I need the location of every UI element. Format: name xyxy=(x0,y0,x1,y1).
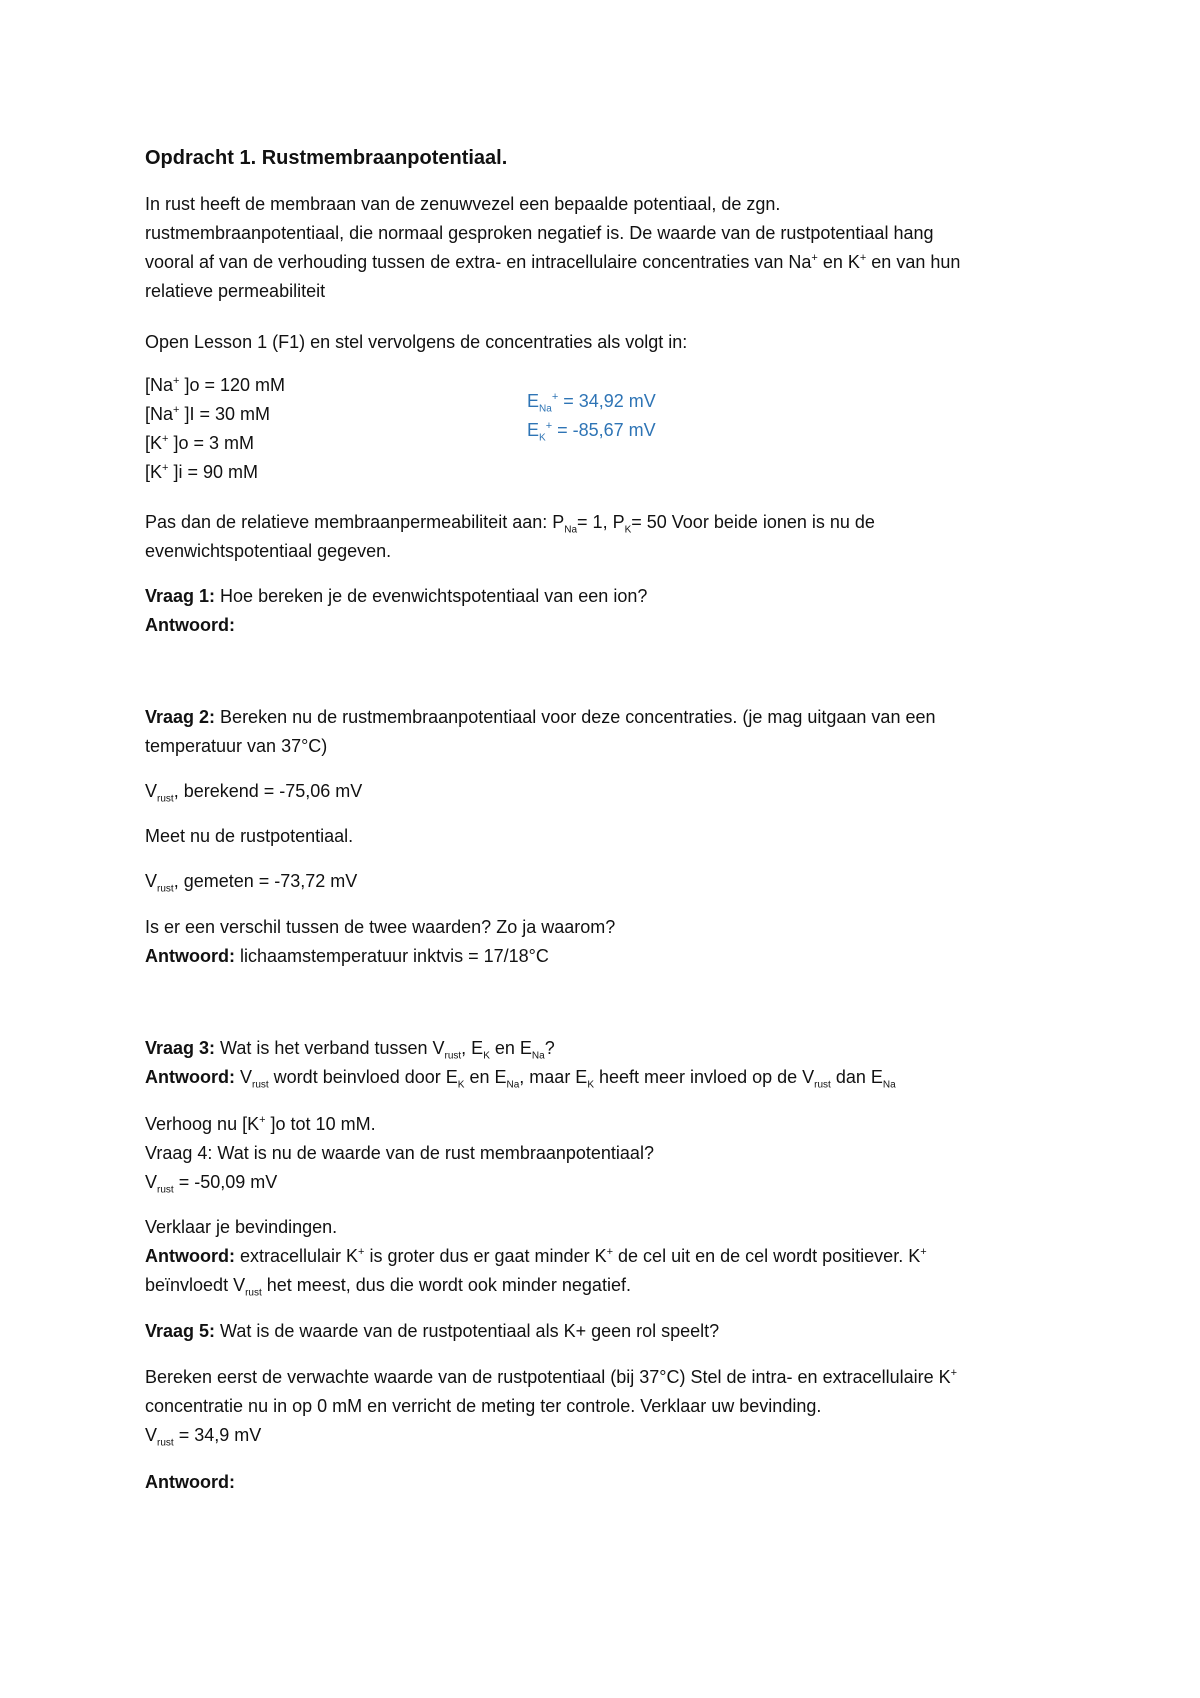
answer-2: Antwoord: lichaamstemperatuur inktvis = 17/18°C xyxy=(145,946,549,966)
open-lesson-text: Open Lesson 1 (F1) en stel vervolgens de concentraties als volgt in: xyxy=(145,332,688,352)
answer-4-line-1: Antwoord: extracellulair K+ is groter dus er gaat minder K+ de cel uit en de cel wordt positiever. K+ xyxy=(145,1246,927,1266)
question-1: Vraag 1: Hoe bereken je de evenwichtspotentiaal van een ion? xyxy=(145,586,648,606)
conc-k-inside: [K+ ]i = 90 mM xyxy=(145,462,258,482)
answer-3: Antwoord: $V_{rust}$ wordt beinvloed door $E_K$ en $E_{Na}$, maar $E_K$ heeft meer invloed op de $V_{rust}$ dan $E_{Na}$ xyxy=(145,1067,896,1091)
measure-instruction: Meet nu de rustpotentiaal. xyxy=(145,826,354,846)
conc-na-outside: [Na+ ]o = 120 mM xyxy=(145,375,286,395)
v-rust-calculated: $V_{rust}$, berekend = -75,06 mV xyxy=(145,781,363,805)
v-rust-q4: $V_{rust} = -50,09$ mV xyxy=(145,1172,278,1196)
v-rust-q5: $V_{rust} = 34,9$ mV xyxy=(145,1425,262,1449)
intro-line-3: vooral af van de verhouding tussen de extra- en intracellulaire concentraties van Na+ en K+ en van hun xyxy=(145,252,961,272)
question-2-line-2: temperatuur van 37°C) xyxy=(145,736,328,756)
question-5-line-1: Bereken eerst de verwachte waarde van de rustpotentiaal (bij 37°C) Stel de intra- en extracellulaire K+ xyxy=(145,1367,958,1387)
question-4: Vraag 4: Wat is nu de waarde van de rust membraanpotentiaal? xyxy=(145,1143,654,1163)
question-2: Vraag 2: Bereken nu de rustmembraanpotentiaal voor deze concentraties. (je mag uitgaan van een xyxy=(145,707,936,727)
conc-na-inside: [Na+ ]I = 30 mM xyxy=(145,404,270,424)
explain-instruction: Verklaar je bevindingen. xyxy=(145,1217,338,1237)
intro-line-2: rustmembraanpotentiaal, die normaal gesproken negatief is. De waarde van de rustpotentiaal hang xyxy=(145,223,934,243)
increase-k-instruction: Verhoog nu [K+ ]o tot 10 mM. xyxy=(145,1114,376,1134)
question-3: Vraag 3: Wat is het verband tussen $V_{rust}$, $E_K$ en $E_{Na}$? xyxy=(145,1038,555,1062)
intro-line-1: In rust heeft de membraan van de zenuwvezel een bepaalde potentiaal, de zgn. xyxy=(145,194,781,214)
permeability-line-2: evenwichtspotentiaal gegeven. xyxy=(145,541,392,561)
e-na-value: $E_{Na}^+ = 34,92$ mV xyxy=(527,391,656,415)
answer-4-line-2: beïnvloedt $V_{rust}$ het meest, dus die wordt ook minder negatief. xyxy=(145,1275,631,1299)
permeability-line-1: Pas dan de relatieve membraanpermeabiliteit aan: $P_{Na}= 1$, $P_K= 50$ Voor beide ionen is nu de xyxy=(145,512,875,536)
question-5: Vraag 5: Wat is de waarde van de rustpotentiaal als K+ geen rol speelt? xyxy=(145,1321,720,1341)
v-rust-measured: $V_{rust}$, gemeten = -73,72 mV xyxy=(145,871,358,895)
question-5-line-2: concentratie nu in op 0 mM en verricht de meting ter controle. Verklaar uw bevinding. xyxy=(145,1396,822,1416)
answer-1-label: Antwoord: xyxy=(145,615,235,635)
e-k-value: $E_K^+ = -85,67$ mV xyxy=(527,420,656,444)
answer-5-label: Antwoord: xyxy=(145,1472,235,1492)
difference-question: Is er een verschil tussen de twee waarden? Zo ja waarom? xyxy=(145,917,616,937)
page-title: Opdracht 1. Rustmembraanpotentiaal. xyxy=(145,147,508,169)
conc-k-outside: [K+ ]o = 3 mM xyxy=(145,433,254,453)
intro-line-4: relatieve permeabiliteit xyxy=(145,281,326,301)
